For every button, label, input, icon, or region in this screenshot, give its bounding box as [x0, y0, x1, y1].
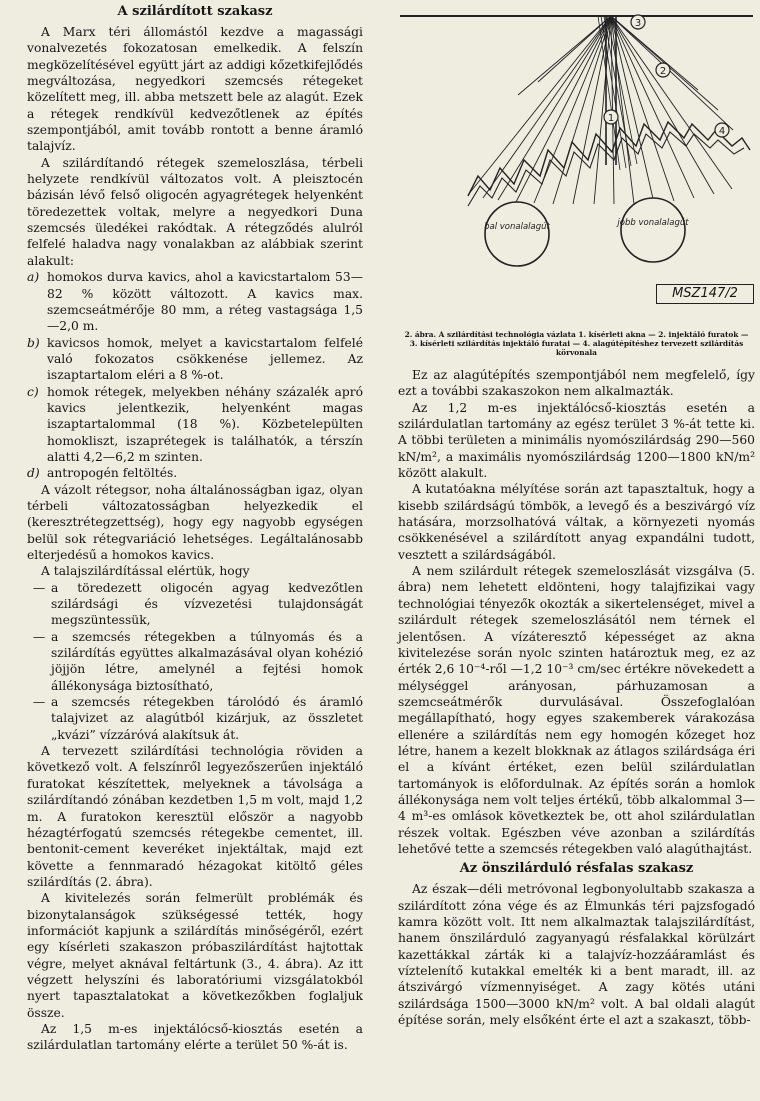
paragraph: A tervezett szilárdítási technológia röviden a következő volt. A felszínről legyezőszerűen injektáló furatokat készítettek, melyeknek a távolsága a szilárdítandó zónában kezdetben 1,5 m volt, majd 1,2 m. A furatokon keresztül először a nagyobb hézagtérfogatú szemcsés rétegekbe cementet, ill. bentonit-cement keveréket injektáltak, majd ezt követte a fennmaradó hézagokat kitöltő géles szilárdítás (2. ábra). [27, 744, 363, 889]
right-column [398, 0, 755, 1028]
paragraph: A kivitelezés során felmerült problémák és bizonytalanságok szükségessé tették, hogy információt kapjunk a szilárdítás minőségéről, ezért egy kísérleti szakaszon próbaszilárdítást hajtottak végre, melyet aknával feltártunk (3., 4. ábra). Az itt végzett helyszíni és laboratóriumi vizsgálatokból nyert tapasztalatokat a következőkben foglaljuk össze. [27, 891, 363, 1020]
list-item [27, 629, 363, 694]
paragraph: A vázolt rétegsor, noha általánosságban igaz, olyan térbeli változatosságban helyezkedik el (keresztrétegzettség), hogy egy nagyobb egységen belül sok rétegvariáció lehetséges. Legáltalánosabb elterjedésű a homokos kavics. [27, 482, 363, 562]
list-item [27, 465, 363, 481]
paragraph: Az 1,5 m-es injektálócső-kiosztás esetén a szilárdulatlan tartomány elérte a terület 50 %-át is. [27, 1021, 363, 1053]
list-label: b) [27, 335, 40, 350]
layer-list [27, 269, 363, 481]
left-tunnel-label [484, 222, 550, 232]
label-2: 2 [659, 66, 667, 77]
label-4: 4 [718, 126, 726, 137]
label-1: 1 [607, 113, 615, 124]
paragraph: A szilárdítandó rétegek szemeloszlása, térbeli helyzete rendkívül változatos volt. A pleisztocén bázisán lévő felső oligocén agyagrétegek helyenként töredezettek voltak, melyre a negyedkori Duna szemcsés üledékei rakódtak. A rétegződés alulról felfelé haladva nagy vonalakban az alábbiak szerint alakult: [27, 155, 363, 268]
paragraph: A nem szilárdult rétegek szemeloszlását vizsgálva (5. ábra) nem lehetett eldönteni, hogy talajfizikai vagy technológiai tényezők okozták a sikertelenséget, mivel a szilárdult rétegek szemeloszlásától nem térnek el jelentősen. A vízáteresztő képességet az akna kivitelezése során nyolc szinten határoztuk meg, ez az érték 2,6 10⁻⁴-ről —1,2 10⁻³ cm/sec értékre növekedett a mélységgel arányosan, párhuzamosan a szemcseátmérők durvulásával. Összefoglalóan megállapítható, hogy egyes szakemberek várakozása ellenére a szilárdítás nem egy homogén kőzeget hoz létre, hanem a kezelt blokknak az átlagos szilárdsága éri el a kívánt értéket, ezen belül szilárdulatlan tartományok is előfordulnak. Az építés során a homlok állékonysága nem volt teljes értékű, több alkalommal 3—4 m³-es omlások következtek be, ott ahol szilárdulatlan részek voltak. Egészben véve azonban a szilárdítás lehetővé tette a szemcsés rétegekben való alagúthajtást. [398, 564, 755, 856]
list-item [27, 694, 363, 743]
list-label: a) [27, 270, 40, 285]
figure-2 [398, 0, 755, 330]
right-tunnel-label-text: jobb vonalalagút [617, 218, 689, 228]
technology-diagram [398, 0, 755, 330]
list-text: a töredezett oligocén agyag kedvezőtlen szilárdsági és vízvezetési tulajdonságát megszüntessük, [51, 580, 363, 628]
list-text: homokos durva kavics, ahol a kavicstartalom 53—82 % között változott. A kavics max. szemcseátmérője 80 mm, a réteg vastagsága 1,5—2,0 m. [47, 270, 363, 334]
label-3: 3 [634, 18, 642, 29]
paragraph: Ez az alagútépítés szempontjából nem megfelelő, így ezt a további szakaszokon nem alkalmazták. [398, 368, 755, 399]
list-text: homok rétegek, melyekben néhány százalék apró kavics jelentkezik, helyenként magas iszaptartalommal (18 %). Közbetelepülten homokliszt, iszaprétegek is találhatók, a térszín alatti 4,2—6,2 m szinten. [47, 384, 363, 464]
right-tunnel-label [616, 218, 689, 228]
list-text: antropogén feltöltés. [47, 466, 178, 481]
left-tunnel-circle [485, 202, 549, 266]
dash-label: — [32, 695, 46, 710]
paragraph: A Marx téri állomástól kezdve a magassági vonalvezetés fokozatosan emelkedik. A felszín megközelítésével együtt járt az addigi kőzetkifejlődés megváltozása, negyedkori szemcsés rétegeket közelített meg, ill. abba metszett bele az alagút. Ezek a rétegek rendkívül kedvezőtlenek az építés szempontjából, amit tovább rontott a benne áramló talajvíz. [27, 25, 363, 154]
paragraph: A talajszilárdítással elértük, hogy [41, 564, 250, 579]
dash-label: — [32, 629, 46, 644]
goal-list [27, 580, 363, 743]
section-heading-diaphragm: Az önszilárduló résfalas szakasz [459, 861, 694, 877]
list-item [27, 384, 363, 466]
list-label: d) [27, 466, 40, 481]
paragraph: A kutatóakna mélyítése során azt tapasztaltuk, hogy a kisebb szilárdságú tömbök, a levegő és a beszivárgó víz hatására, morzsolhatóvá váltak, a környezeti nyomás csökkenésével a szilárdított anyag expandálni tudott, vesztett a szilárdságából. [398, 482, 755, 562]
list-item [27, 269, 363, 334]
list-label: c) [27, 384, 39, 399]
list-item [27, 335, 363, 384]
list-text: a szemcsés rétegekben tárolódó és áramló talajvizet az alagútból kizárjuk, az összletet „kvázi” vízzáróvá alakítsuk át. [51, 695, 363, 742]
list-item [27, 580, 363, 629]
left-tunnel-label-text: bal vonalalagút [484, 222, 550, 232]
dash-label: — [32, 580, 46, 595]
right-tunnel-circle [621, 198, 685, 262]
list-text: kavicsos homok, melyet a kavicstartalom felfelé való fokozatos csökkenése jellemez. Az iszaptartalom eléri a 8 %-ot. [47, 335, 363, 383]
section-heading-solidified: A szilárdított szakasz [117, 4, 273, 19]
list-text: a szemcsés rétegekben a túlnyomás és a szilárdítás együttes alkalmazásával olyan kohézió jöjjön létre, amelynél a fejtési homok állékonysága biztosítható, [51, 629, 363, 693]
paragraph: Az észak—déli metróvonal legbonyolultabb szakasza a szilárdított zóna vége és az Élmunkás téri pajzsfogadó kamra között volt. Itt nem alkalmaztak talajszilárdítást, hanem önszilárduló zagyanyagú résfalakkal körülzárt kazettákkal zárták ki a talajvíz-hozzááramlást és víztelenítő kutakkal emelték ki a bent maradt, ill. az átszivárgó vízmennyiséget. A zagy kötés utáni szilárdsága 1500—3000 kN/m² volt. A bal oldali alagút építése során, mely elsőként érte el azt a szakaszt, több- [398, 882, 755, 1028]
figure-caption: 2. ábra. A szilárdítási technológia vázlata 1. kísérleti akna — 2. injektáló furatok — 3. kísérleti szilárdítás injektáló furatai — 4. alagútépítéshez tervezett szilárdítás körvonala [404, 330, 749, 357]
paragraph: Az 1,2 m-es injektálócső-kiosztás esetén a szilárdulatlan tartomány az egész terület 3 %-át tette ki. A többi területen a minimális nyomószilárdság 290—560 kN/m², a maximális nyomószilárdság 1200—1800 kN/m² között alakult. [398, 400, 755, 481]
left-column [27, 0, 363, 1054]
drawing-code: MSZ147/2 [656, 284, 754, 304]
